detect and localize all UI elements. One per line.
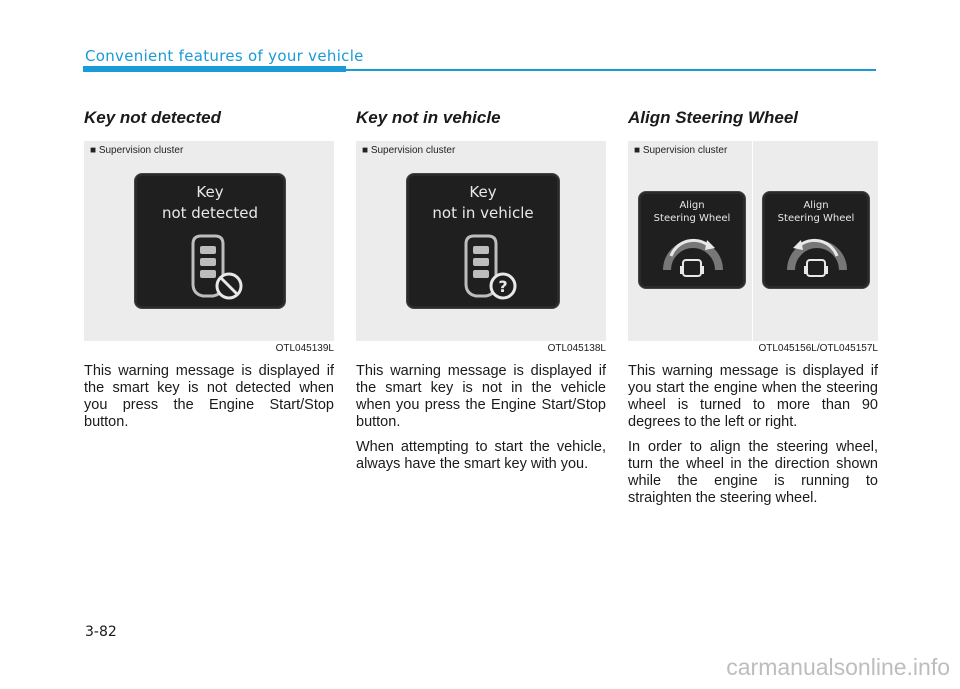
svg-text:?: ?: [498, 277, 508, 296]
header-rule: [346, 69, 876, 71]
cluster-screen: [406, 173, 560, 309]
screen-line-1: Align: [803, 200, 829, 211]
body-paragraph: This warning message is displayed if you start the engine when the steering wheel is turned to more than 90 degrees to the left or right.: [628, 363, 878, 430]
screen-line-1: Align: [679, 200, 705, 211]
figure-divider: [752, 141, 753, 341]
steering-turn-left-icon: [763, 226, 869, 288]
figure-caption: ■ Supervision cluster: [362, 145, 456, 156]
header-accent-bar: [83, 66, 346, 72]
section-title: Key not in vehicle: [356, 108, 501, 127]
body-paragraph: This warning message is displayed if the smart key is not detected when you press the Engine Start/Stop button.: [84, 363, 334, 430]
page-number: 3-82: [85, 624, 117, 640]
figure-caption: ■ Supervision cluster: [634, 145, 728, 156]
section-title: Align Steering Wheel: [628, 108, 799, 127]
figure: [356, 141, 606, 341]
section-key-not-in-vehicle: [356, 106, 606, 473]
screen-line-2: not detected: [161, 204, 259, 222]
steering-turn-right-icon: [639, 226, 745, 288]
section-align-steering-wheel: [628, 106, 878, 507]
screen-line-1: Key: [196, 183, 224, 201]
figure-code: OTL045139L: [275, 343, 334, 354]
screen-line-1: Key: [469, 183, 497, 201]
cluster-screen: [134, 173, 286, 309]
screen-line-2: Steering Wheel: [777, 213, 855, 224]
figure-code: OTL045138L: [547, 343, 606, 354]
figure: [84, 141, 334, 341]
body-paragraph: This warning message is displayed if the smart key is not in the vehicle when you press the Engine Start/Stop button.: [356, 363, 606, 430]
smart-key-question-icon: [407, 226, 559, 306]
section-header-title: Convenient features of your vehicle: [85, 47, 364, 65]
section-title: Key not detected: [84, 108, 221, 127]
screen-line-2: Steering Wheel: [653, 213, 731, 224]
cluster-screen-right: [762, 191, 870, 289]
section-key-not-detected: [84, 106, 334, 431]
figure-caption: ■ Supervision cluster: [90, 145, 184, 156]
cluster-screen-left: [638, 191, 746, 289]
smart-key-blocked-icon: [135, 226, 285, 306]
figure: [628, 141, 878, 341]
screen-line-2: not in vehicle: [432, 204, 534, 222]
body-paragraph: In order to align the steering wheel, turn the wheel in the direction shown while the engine is running to straighten the steering wheel.: [628, 439, 878, 506]
watermark: carmanualsonline.info: [726, 654, 950, 680]
figure-code: OTL045156L/OTL045157L: [758, 343, 878, 354]
body-paragraph: When attempting to start the vehicle, always have the smart key with you.: [356, 439, 606, 472]
